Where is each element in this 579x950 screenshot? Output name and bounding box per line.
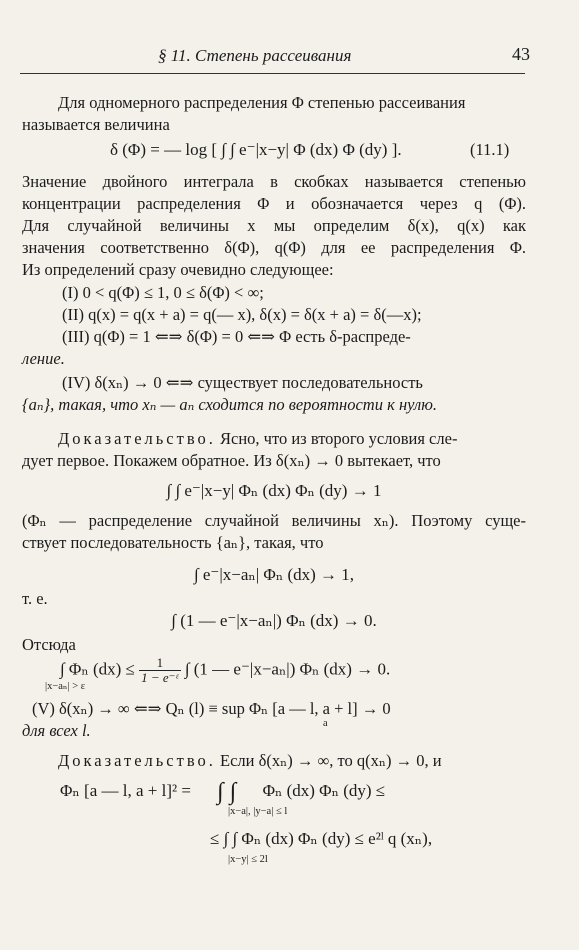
proof-heading: Доказательство. — [58, 751, 216, 770]
text-line: (Φₙ — распределение случайной величины xₙ). Поэтому суще- — [22, 511, 526, 530]
text-line: называется величина — [22, 115, 170, 134]
proof-text: Если δ(xₙ) → ∞, то q(xₙ) → 0, и — [220, 751, 442, 770]
eq-left: Φₙ [a — l, a + l]² = — [60, 781, 191, 800]
property-i: (I) 0 < q(Φ) ≤ 1, 0 ≤ δ(Φ) < ∞; — [62, 283, 264, 302]
equation-11-1: δ (Φ) = — log [ ∫ ∫ e⁻|x−y| Φ (dx) Φ (dy) ]. — [110, 140, 402, 159]
header-rule — [20, 73, 525, 74]
sup-index: a — [323, 718, 328, 729]
property-iii: (III) q(Φ) = 1 ⇐⇒ δ(Φ) = 0 ⇐⇒ Φ есть δ-распреде- — [62, 327, 411, 346]
fraction-denominator: 1 − e⁻ᵋ — [141, 670, 179, 685]
equation-limit-1: ∫ ∫ e⁻|x−y| Φₙ (dx) Φₙ (dy) → 1 — [166, 481, 382, 500]
text-line: дует первое. Покажем обратное. Из δ(xₙ) → 0 вытекает, что — [22, 451, 441, 470]
running-header — [0, 44, 579, 70]
property-v: (V) δ(xₙ) → ∞ ⇐⇒ Qₙ (l) ≡ sup Φₙ [a — l, a + l] → 0 — [32, 699, 391, 718]
eq-left: ∫ Φₙ (dx) ≤ — [60, 659, 135, 679]
eq-right: Φₙ (dx) Φₙ (dy) ≤ — [262, 781, 386, 800]
page-number: 43 — [512, 44, 530, 64]
property-iii-cont: ление. — [22, 349, 65, 368]
text-line: значения соответственно δ(Φ), q(Φ) для ее распределения Φ. — [22, 238, 526, 257]
text-line: Из определений сразу очевидно следующее: — [22, 260, 334, 279]
equation-inequality — [60, 656, 530, 685]
equation-bound-2: ≤ ∫ ∫ Φₙ (dx) Φₙ (dy) ≤ e²ˡ q (xₙ), — [210, 829, 433, 848]
equation-limit-3: ∫ (1 — e⁻|x−aₙ|) Φₙ (dx) → 0. — [171, 611, 377, 630]
proof-line — [58, 428, 526, 450]
equation-bound-1 — [60, 780, 530, 803]
integral-domain: |x−aₙ| > ε — [45, 681, 86, 692]
property-iv-cont: {aₙ}, такая, что xₙ — aₙ сходится по вероятности к нулю. — [22, 395, 437, 414]
property-ii: (II) q(x) = q(x + a) = q(— x), δ(x) = δ(x + a) = δ(—x); — [62, 305, 422, 324]
equation-limit-2: ∫ e⁻|x−aₙ| Φₙ (dx) → 1, — [193, 565, 355, 584]
property-v-cont: для всех l. — [22, 721, 91, 740]
proof-text: Ясно, что из второго условия сле- — [220, 429, 458, 448]
text-line: ствует последовательность {aₙ}, такая, что — [22, 533, 324, 552]
eq-right: ∫ (1 — e⁻|x−aₙ|) Φₙ (dx) → 0. — [184, 659, 391, 679]
text-line: Для случайной величины x мы определим δ(x), q(x) как — [22, 216, 526, 235]
fraction — [139, 656, 180, 685]
text-line: Значение двойного интеграла в скобках называется степенью — [22, 172, 526, 191]
fraction-numerator: 1 — [139, 656, 180, 671]
equation-number: (11.1) — [470, 140, 510, 159]
text-line: Для одномерного распределения Φ степенью рассеивания — [58, 93, 466, 112]
double-integral: ∫ ∫ — [217, 779, 237, 805]
proof-line — [58, 750, 526, 772]
text-line: т. е. — [22, 589, 48, 608]
integral-domain: |x−a|, |y−a| ≤ l — [228, 806, 288, 817]
section-title: § 11. Степень рассеивания — [158, 46, 352, 65]
property-iv: (IV) δ(xₙ) → 0 ⇐⇒ существует последовательность — [62, 373, 423, 392]
text-line: Отсюда — [22, 635, 76, 654]
proof-heading: Доказательство. — [58, 429, 216, 448]
integral-domain: |x−y| ≤ 2l — [228, 854, 268, 865]
text-line: концентрации распределения Φ и обозначается через q (Φ). — [22, 194, 526, 213]
